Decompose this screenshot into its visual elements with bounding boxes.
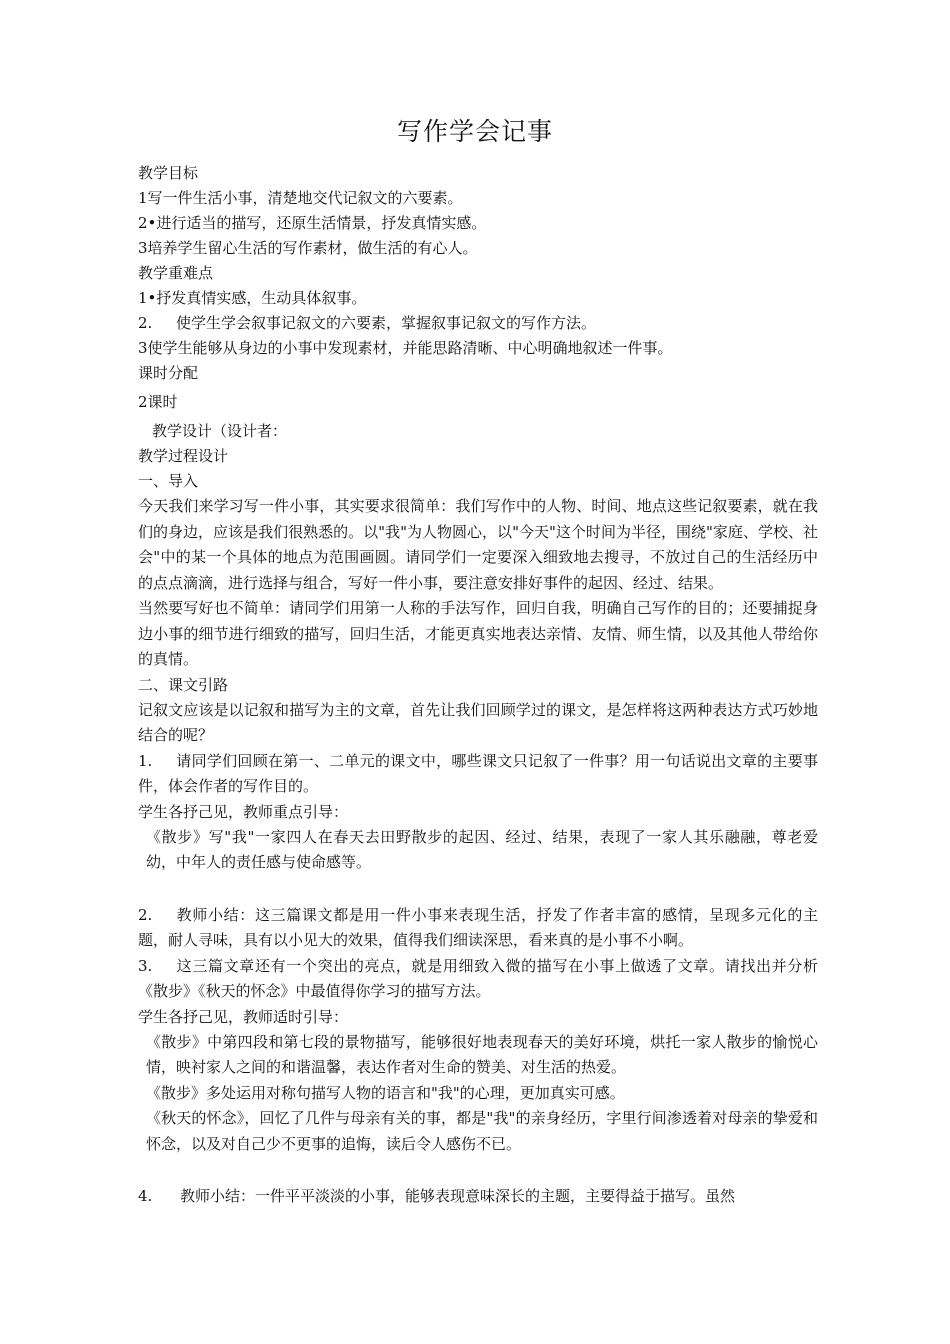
goals-heading: 教学目标 bbox=[138, 164, 199, 182]
item-3-number: 3. bbox=[138, 956, 153, 975]
item-1-text: 请同学们回顾在第一、二单元的课文中，哪些课文只记叙了一件事？用一句话说出文章的主要事件，体会作者的写作目的。 bbox=[138, 751, 818, 795]
goal-2: 2•进行适当的描写，还原生活情景，抒发真情实感。 bbox=[138, 214, 487, 232]
item-2 bbox=[138, 903, 818, 954]
item-4-text: 教师小结：一件平平淡淡的小事，能够表现意味深长的主题，主要得益于描写。虽然 bbox=[180, 1187, 736, 1205]
item-3-example-2: 《散步》多处运用对称句描写人物的语言和"我"的心理，更加真实可感。 bbox=[146, 1083, 625, 1102]
document-title: 写作学会记事 bbox=[396, 117, 553, 146]
difficulties-heading: 教学重难点 bbox=[138, 264, 214, 282]
document-body bbox=[138, 161, 818, 1210]
process-heading: 教学过程设计 bbox=[138, 447, 229, 465]
goal-3: 3培养学生留心生活的写作素材，做生活的有心人。 bbox=[138, 239, 478, 257]
item-2-text: 教师小结：这三篇课文都是用一件小事来表现生活，抒发了作者丰富的感情，呈现多元化的主题，耐人寻味，具有以小见大的效果，值得我们细读深思，看来真的是小事不小啊。 bbox=[138, 905, 818, 949]
difficulty-1: 1•抒发真情实感，生动具体叙事。 bbox=[138, 289, 367, 307]
item-4 bbox=[138, 1184, 818, 1210]
difficulty-2-text: 使学生学会叙事记叙文的六要素，掌握叙事记叙文的写作方法。 bbox=[176, 314, 597, 332]
item-4-number: 4. bbox=[138, 1187, 153, 1205]
hours-value: 2课时 bbox=[138, 393, 178, 411]
part1-paragraph-2: 当然要写好也不简单：请同学们用第一人称的手法写作，回归自我，明确自己写作的目的；还要捕捉身边小事的细节进行细致的描写，回归生活，才能更真实地表达亲情、友情、师生情，以及其他人带给你的真情。 bbox=[138, 599, 818, 668]
part2-intro: 记叙文应该是以记叙和描写为主的文章，首先让我们回顾学过的课文，是怎样将这两种表达方式巧妙地结合的呢？ bbox=[138, 700, 818, 744]
part1-paragraph-1: 今天我们来学习写一件小事，其实要求很简单：我们写作中的人物、时间、地点这些记叙要素，就在我们的身边，应该是我们很熟悉的。以"我"为人物圆心，以"今天"这个时间为半径，围绕"家庭、学校、社会"中的某一个具体的地点为范围画圆。请同学们一定要深入细致地去搜寻，不放过自己的生活经历中的点点滴滴，进行选择与组合，写好一件小事，要注意安排好事件的起因、经过、结果。 bbox=[138, 497, 818, 592]
difficulty-2 bbox=[138, 311, 818, 336]
design-line: 教学设计（设计者： bbox=[152, 422, 288, 440]
part1-heading: 一、导入 bbox=[138, 472, 199, 490]
part2-heading: 二、课文引路 bbox=[138, 675, 229, 694]
goal-1: 1写一件生活小事，清楚地交代记叙文的六要素。 bbox=[138, 189, 463, 207]
item-1-response: 学生各抒己见，教师重点引导： bbox=[138, 802, 349, 821]
item-3-text: 这三篇文章还有一个突出的亮点，就是用细致入微的描写在小事上做透了文章。请找出并分析《散步》《秋天的怀念》中最值得你学习的描写方法。 bbox=[138, 956, 818, 1000]
difficulty-2-number: 2. bbox=[138, 314, 153, 332]
item-3-example-3: 《秋天的怀念》，回忆了几件与母亲有关的事，都是"我"的亲身经历，字里行间渗透着对母亲的挚爱和怀念，以及对自己少不更事的追悔，读后令人感伤不已。 bbox=[146, 1109, 818, 1153]
item-3 bbox=[138, 954, 818, 1005]
item-3-response: 学生各抒己见，教师适时引导： bbox=[138, 1007, 349, 1026]
difficulty-3: 3使学生能够从身边的小事中发现素材，并能思路清晰、中心明确地叙述一件事。 bbox=[138, 339, 673, 357]
hours-heading: 课时分配 bbox=[138, 364, 199, 382]
item-1 bbox=[138, 749, 818, 800]
item-1-number: 1. bbox=[138, 751, 153, 770]
item-1-example: 《散步》写"我"一家四人在春天去田野散步的起因、经过、结果，表现了一家人其乐融融，尊老爱幼，中年人的责任感与使命感等。 bbox=[146, 827, 818, 871]
item-2-number: 2. bbox=[138, 905, 153, 924]
item-3-example-1: 《散步》中第四段和第七段的景物描写，能够很好地表现春天的美好环境，烘托一家人散步的愉悦心情，映衬家人之间的和谐温馨，表达作者对生命的赞美、对生活的热爱。 bbox=[146, 1032, 818, 1076]
